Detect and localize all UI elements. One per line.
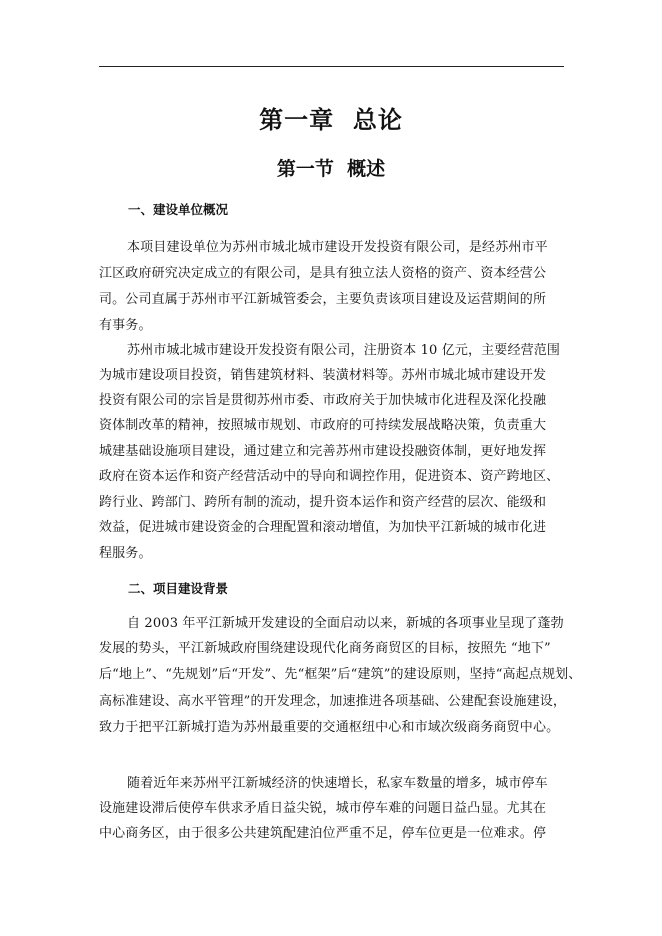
para-2-line: 为城市建设项目投资，销售建筑材料、装潢材料等。苏州市城北城市建设开发 [99,368,547,383]
para-1-line: 有事务。 [99,318,152,333]
chapter-title: 第一章 总论 [259,105,403,134]
section-title: 第一节 概述 [276,158,386,180]
para-3-line: 致力于把平江新城打造为苏州最重要的交通枢纽中心和市域次级商务商贸中心。 [99,720,560,735]
header-rule [99,66,564,67]
para-4-line: 中心商务区，由于很多公共建筑配建泊位严重不足，停车位更是一位难求。停 [99,826,547,841]
para-2-line: 城建基础设施项目建设，通过建立和完善苏州市建设投融资体制，更好地发挥 [99,444,547,459]
para-2-line: 苏州市城北城市建设开发投资有限公司，注册资本 10 亿元，主要经营范围 [127,343,561,358]
para-2-line: 效益，促进城市建设资金的合理配置和滚动增值，为加快平江新城的城市化进 [99,520,547,535]
para-2-line: 资体制改革的精神，按照城市规划、市政府的可持续发展战略决策，负责重大 [99,418,547,433]
para-3-line: 发展的势头，平江新城政府围绕建设现代化商务商贸区的目标，按照先 “地下” [99,641,551,656]
para-1-line: 司。公司直属于苏州市平江新城管委会，主要负责该项目建设及运营期间的所 [99,292,547,307]
heading-project-background: 二、项目建设背景 [128,581,229,596]
heading-construction-unit: 一、建设单位概况 [128,202,229,217]
para-4-line: 随着近年来苏州平江新城经济的快速增长，私家车数量的增多，城市停车 [127,776,548,791]
para-2-line: 跨行业、跨部门、跨所有制的流动，提升资本运作和资产经营的层次、能级和 [99,495,547,510]
para-3-line: 高标准建设、高水平管理”的开发理念，加速推进各项基础、公建配套设施建设， [99,694,567,709]
para-4-line: 设施建设滞后使停车供求矛盾日益尖锐，城市停车难的问题日益凸显。尤其在 [99,801,547,816]
para-2-line: 投资有限公司的宗旨是贯彻苏州市委、市政府关于加快城市化进程及深化投融 [99,393,547,408]
para-3-line: 自 2003 年平江新城开发建设的全面启动以来，新城的各项事业呈现了蓬勃 [127,616,564,631]
para-2-line: 程服务。 [99,546,152,561]
para-1-line: 江区政府研究决定成立的有限公司，是具有独立法人资格的资产、资本经营公 [99,266,547,281]
para-1-line: 本项目建设单位为苏州市城北城市建设开发投资有限公司，是经苏州市平 [127,240,548,255]
para-3-line: 后“地上”、“先规划”后“开发”、先“框架”后“建筑”的建设原则，坚持“高起点规划、 [99,667,582,682]
para-2-line: 政府在资本运作和资产经营活动中的导向和调控作用，促进资本、资产跨地区、 [99,469,560,484]
